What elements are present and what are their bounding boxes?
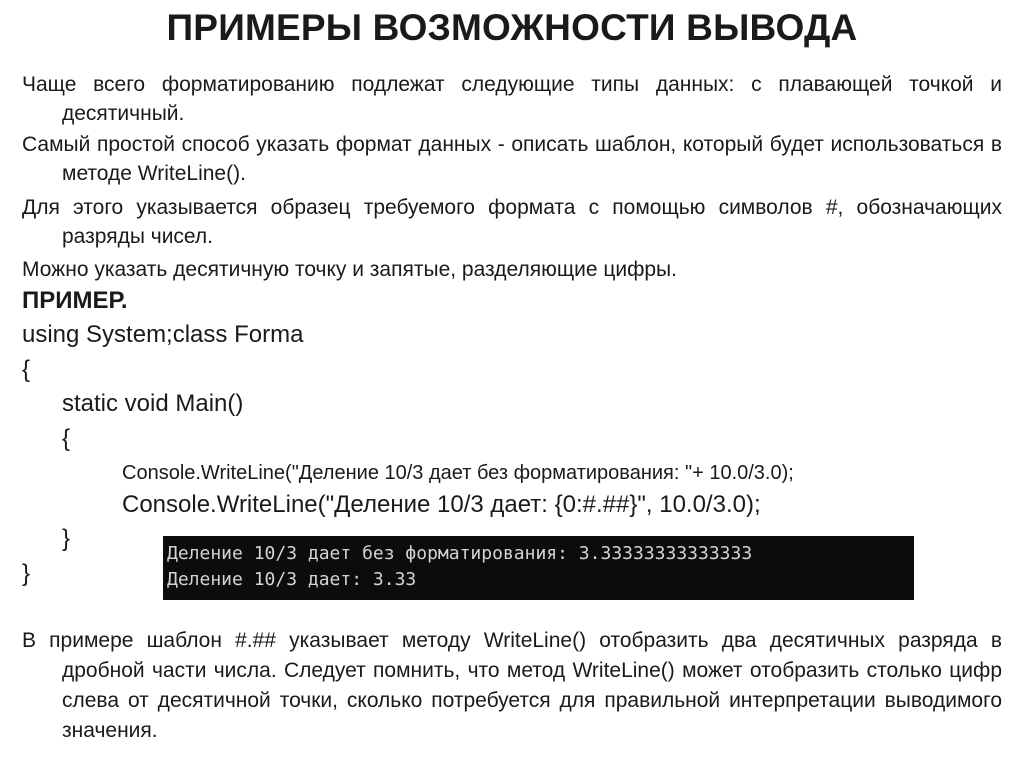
code-line-writeline-1: Console.WriteLine("Деление 10/3 дает без форматирования: "+ 10.0/3.0); xyxy=(122,462,794,484)
paragraph-data-types: Чаще всего форматированию подлежат следующие типы данных: с плавающей точкой и десятичный. xyxy=(22,73,1002,125)
code-line-using: using System;class Forma xyxy=(22,321,304,348)
console-output-screenshot xyxy=(163,536,914,600)
code-line-close-main: } xyxy=(62,525,71,552)
code-line-open-class: { xyxy=(22,356,31,383)
paragraph-format-template: Самый простой способ указать формат данных - описать шаблон, который будет использоваться в методе WriteLine(). xyxy=(22,133,1002,185)
code-line-main: static void Main() xyxy=(62,390,244,417)
paragraph-conclusion: В примере шаблон #.## указывает методу WriteLine() отобразить два десятичных разряда в дробной части числа. Следует помнить, что метод WriteLine() может отобразить столько цифр слева от десятичной точки, сколько потребуется для правильной интерпретации выводимого значения. xyxy=(22,629,1002,742)
console-line-unformatted: Деление 10/3 дает без форматирования: 3.33333333333333 xyxy=(167,543,753,564)
slide-title: ПРИМЕРЫ ВОЗМОЖНОСТИ ВЫВОДА xyxy=(166,7,858,48)
code-line-writeline-2: Console.WriteLine("Деление 10/3 дает: {0:#.##}", 10.0/3.0); xyxy=(122,491,761,518)
paragraph-decimal-point: Можно указать десятичную точку и запятые, разделяющие цифры. xyxy=(22,258,677,281)
console-line-formatted: Деление 10/3 дает: 3.33 xyxy=(167,569,417,590)
paragraph-hash-symbols: Для этого указывается образец требуемого формата с помощью символов #, обозначающих разряды чисел. xyxy=(22,196,1002,248)
code-line-open-main: { xyxy=(62,425,71,452)
example-heading: ПРИМЕР. xyxy=(22,287,128,314)
code-line-close-class: } xyxy=(22,560,31,587)
